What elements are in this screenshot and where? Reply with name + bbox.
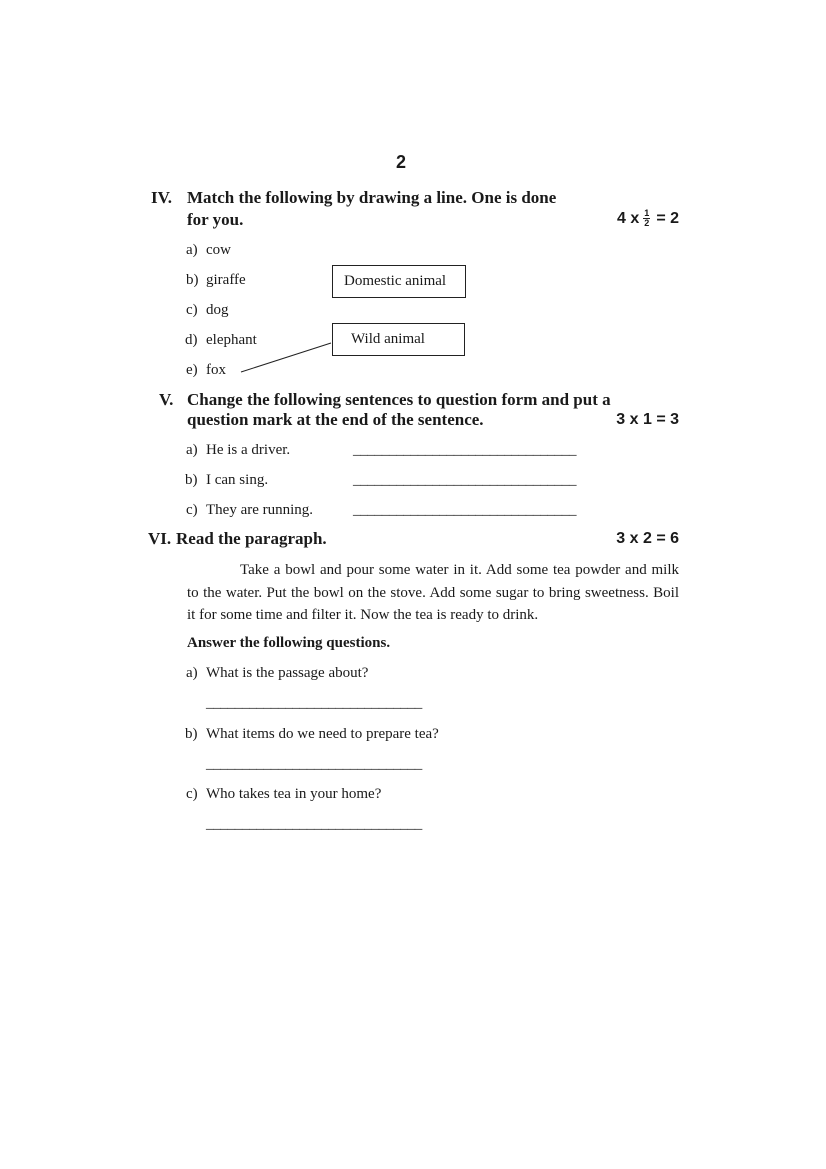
match-item-text: dog (206, 302, 229, 318)
answer-blank[interactable]: ______________________________ (206, 695, 423, 711)
match-item-letter: b) (186, 272, 199, 288)
match-item-letter: e) (186, 362, 198, 378)
section-v-title-line2: question mark at the end of the sentence. (187, 410, 484, 429)
section-iv-numeral: IV. (151, 188, 172, 207)
marks-left: 4 x (617, 210, 640, 227)
match-item-letter: a) (186, 242, 198, 258)
section-vi-marks: 3 x 2 = 6 (616, 530, 679, 547)
domestic-animal-box: Domestic animal (332, 265, 466, 298)
sentence-letter: c) (186, 502, 198, 518)
match-item-text: giraffe (206, 272, 246, 288)
section-v-numeral: V. (159, 390, 174, 409)
section-iv-title-line1: Match the following by drawing a line. One is done (187, 188, 557, 207)
wild-animal-box: Wild animal (332, 323, 465, 356)
answer-blank[interactable]: ______________________________ (206, 816, 423, 832)
section-v-title-line1: Change the following sentences to question form and put a (187, 390, 611, 409)
answer-blank[interactable]: _______________________________ (353, 472, 577, 488)
question-letter: c) (186, 786, 198, 802)
question-text: Who takes tea in your home? (206, 786, 382, 802)
question-letter: a) (186, 665, 198, 681)
match-item-letter: c) (186, 302, 198, 318)
questions-heading: Answer the following questions. (187, 635, 391, 651)
sentence-text: They are running. (206, 502, 314, 518)
section-v-marks: 3 x 1 = 3 (616, 411, 679, 428)
section-iv-title-line2: for you. (187, 210, 244, 229)
section-vi-numeral: VI. (148, 529, 172, 548)
sentence-letter: b) (185, 472, 198, 488)
question-text: What items do we need to prepare tea? (206, 726, 439, 742)
marks-right: = 2 (656, 210, 679, 227)
example-match-line (241, 343, 331, 372)
answer-blank[interactable]: _______________________________ (353, 502, 577, 518)
answer-blank[interactable]: _______________________________ (353, 442, 577, 458)
match-item-text: elephant (206, 332, 257, 348)
question-text: What is the passage about? (206, 665, 369, 681)
match-item-text: cow (206, 242, 231, 258)
question-letter: b) (185, 726, 198, 742)
fraction-numerator: 1 (644, 208, 650, 219)
fraction-denominator: 2 (644, 218, 650, 229)
sentence-letter: a) (186, 442, 198, 458)
sentence-text: He is a driver. (206, 442, 291, 458)
sentence-text: I can sing. (206, 472, 269, 488)
reading-paragraph: Take a bowl and pour some water in it. Add some tea powder and milk to the water. Put the bowl on the stove. Add some sugar to bring sweetness. Boil it for some time and filter it. Now the tea is ready to drink. (187, 562, 679, 623)
page-number: 2 (396, 152, 407, 172)
section-vi-title: Read the paragraph. (176, 529, 327, 548)
match-item-letter: d) (185, 332, 198, 348)
answer-blank[interactable]: ______________________________ (206, 756, 423, 772)
match-item-text: fox (206, 362, 226, 378)
